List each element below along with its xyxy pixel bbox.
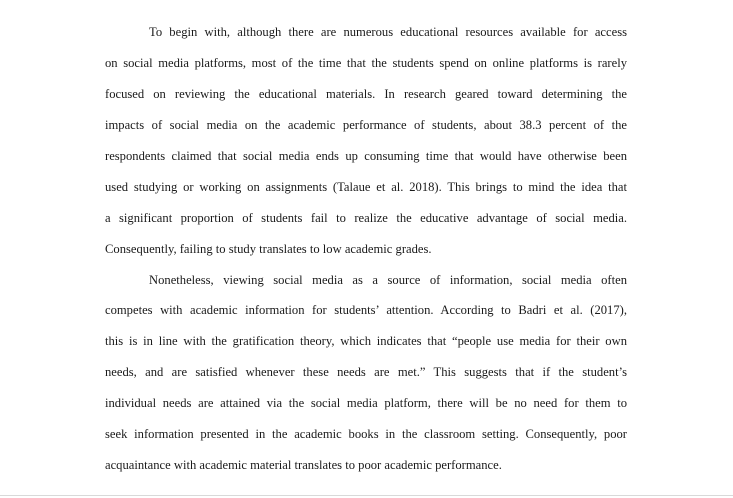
document-body	[105, 20, 627, 484]
paragraph-line: needs, and are satisfied whenever these needs are met.” This suggests that if the student’s	[105, 365, 627, 380]
paragraph-line: seek information presented in the academic books in the classroom setting. Consequently, poor	[105, 427, 627, 442]
paragraph-line: competes with academic information for students’ attention. According to Badri et al. (2017),	[105, 303, 627, 318]
paragraph-line: used studying or working on assignments (Talaue et al. 2018). This brings to mind the idea that	[105, 179, 627, 194]
page-bottom-edge	[0, 495, 733, 496]
paragraph-1	[105, 20, 627, 268]
paragraph-line: on social media platforms, most of the time that the students spend on online platforms is rarely	[105, 55, 627, 70]
paragraph-line: respondents claimed that social media ends up consuming time that would have otherwise been	[105, 148, 627, 163]
paragraph-line: To begin with, although there are numerous educational resources available for access	[149, 25, 627, 39]
paragraph-line: impacts of social media on the academic performance of students, about 38.3 percent of the	[105, 117, 627, 132]
paragraph-2	[105, 268, 627, 485]
paragraph-line: individual needs are attained via the social media platform, there will be no need for them to	[105, 396, 627, 411]
paragraph-line: Consequently, failing to study translates to low academic grades.	[105, 241, 432, 256]
paragraph-line: a significant proportion of students fail to realize the educative advantage of social media.	[105, 210, 627, 225]
paragraph-line: focused on reviewing the educational materials. In research geared toward determining the	[105, 86, 627, 101]
paragraph-line: acquaintance with academic material translates to poor academic performance.	[105, 458, 502, 473]
paragraph-line: Nonetheless, viewing social media as a source of information, social media often	[149, 272, 627, 287]
paragraph-line: this is in line with the gratification theory, which indicates that “people use media for their own	[105, 334, 627, 349]
